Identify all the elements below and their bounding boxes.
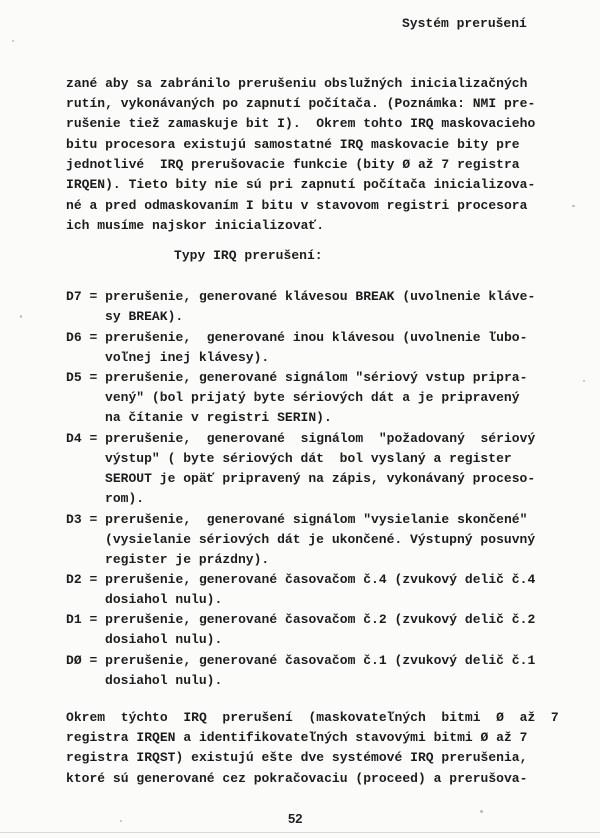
intro-line: rušenie tiež zamaskuje bit I). Okrem tohto IRQ maskovacieho bbox=[66, 116, 536, 131]
intro-line: bitu procesora existujú samostatné IRQ maskovacie bity pre bbox=[66, 137, 520, 152]
scan-speck bbox=[480, 810, 483, 813]
scan-speck bbox=[12, 40, 14, 42]
irq-type-d6-cont: voľnej inej klávesy). bbox=[105, 350, 270, 365]
irq-type-d2-cont: dosiahol nulu). bbox=[105, 592, 223, 607]
irq-type-d0: DØ = prerušenie, generované časovačom č.1 (zvukový delič č.1 bbox=[66, 653, 536, 668]
irq-type-d0-cont: dosiahol nulu). bbox=[105, 673, 223, 688]
irq-type-d4-cont: SEROUT je opäť pripravený na zápis, vykonávaný proceso- bbox=[105, 471, 536, 486]
section-heading: Typy IRQ prerušení: bbox=[174, 248, 323, 263]
irq-type-d3: D3 = prerušenie, generované signálom "vysielanie skončené" bbox=[66, 512, 528, 527]
intro-line: jednotlivé IRQ prerušovacie funkcie (bity Ø až 7 registra bbox=[66, 157, 520, 172]
intro-line: ich musíme najskor inicializovať. bbox=[66, 218, 325, 233]
intro-line: né a pred odmaskovaním I bitu v stavovom registri procesora bbox=[66, 198, 528, 213]
closing-line: registra IRQST) existujú ešte dve systémové IRQ prerušenia, bbox=[66, 750, 528, 765]
irq-type-d5-cont: vený" (bol prijatý byte sériových dát a je pripravený bbox=[105, 390, 520, 405]
closing-line: Okrem týchto IRQ prerušení (maskovateľných bitmi Ø až 7 bbox=[66, 710, 559, 725]
intro-line: zané aby sa zabránilo prerušeniu obslužných inicializačných bbox=[66, 76, 528, 91]
irq-type-d6: D6 = prerušenie, generované inou klávesou (uvolnenie ľubo- bbox=[66, 330, 528, 345]
scan-speck bbox=[583, 380, 585, 382]
scan-speck bbox=[20, 315, 22, 318]
irq-type-d4: D4 = prerušenie, generované signálom "požadovaný sériový bbox=[66, 431, 536, 446]
closing-line: registra IRQEN a identifikovateľných stavovými bitmi Ø až 7 bbox=[66, 730, 528, 745]
irq-type-d3-cont: (vysielanie sériových dát je ukončené. Výstupný posuvný bbox=[105, 532, 536, 547]
running-head: Systém prerušení bbox=[402, 16, 527, 31]
scan-speck bbox=[120, 820, 122, 822]
irq-type-d4-cont: rom). bbox=[105, 491, 145, 506]
intro-line: IRQEN). Tieto bity nie sú pri zapnutí počítača inicializova- bbox=[66, 177, 536, 192]
irq-type-d5-cont: na čítanie v registri SERIN). bbox=[105, 410, 332, 425]
page-number: 52 bbox=[288, 811, 303, 826]
irq-type-d3-cont: register je prázdny). bbox=[105, 552, 270, 567]
irq-type-d1-cont: dosiahol nulu). bbox=[105, 632, 223, 647]
irq-type-d2: D2 = prerušenie, generované časovačom č.4 (zvukový delič č.4 bbox=[66, 572, 536, 587]
scan-speck bbox=[572, 205, 575, 207]
irq-type-d4-cont: výstup" ( byte sériových dát bol vyslaný a register bbox=[105, 451, 512, 466]
irq-type-d7: D7 = prerušenie, generované klávesou BREAK (uvolnenie kláve- bbox=[66, 289, 536, 304]
irq-type-d1: D1 = prerušenie, generované časovačom č.2 (zvukový delič č.2 bbox=[66, 612, 536, 627]
irq-type-d5: D5 = prerušenie, generované signálom "sériový vstup pripra- bbox=[66, 370, 528, 385]
scan-edge-line bbox=[0, 832, 600, 833]
closing-line: ktoré sú generované cez pokračovaciu (proceed) a prerušova- bbox=[66, 771, 528, 786]
irq-type-d7-cont: sy BREAK). bbox=[105, 309, 184, 324]
intro-line: rutín, vykonávaných po zapnutí počítača. (Poznámka: NMI pre- bbox=[66, 96, 536, 111]
